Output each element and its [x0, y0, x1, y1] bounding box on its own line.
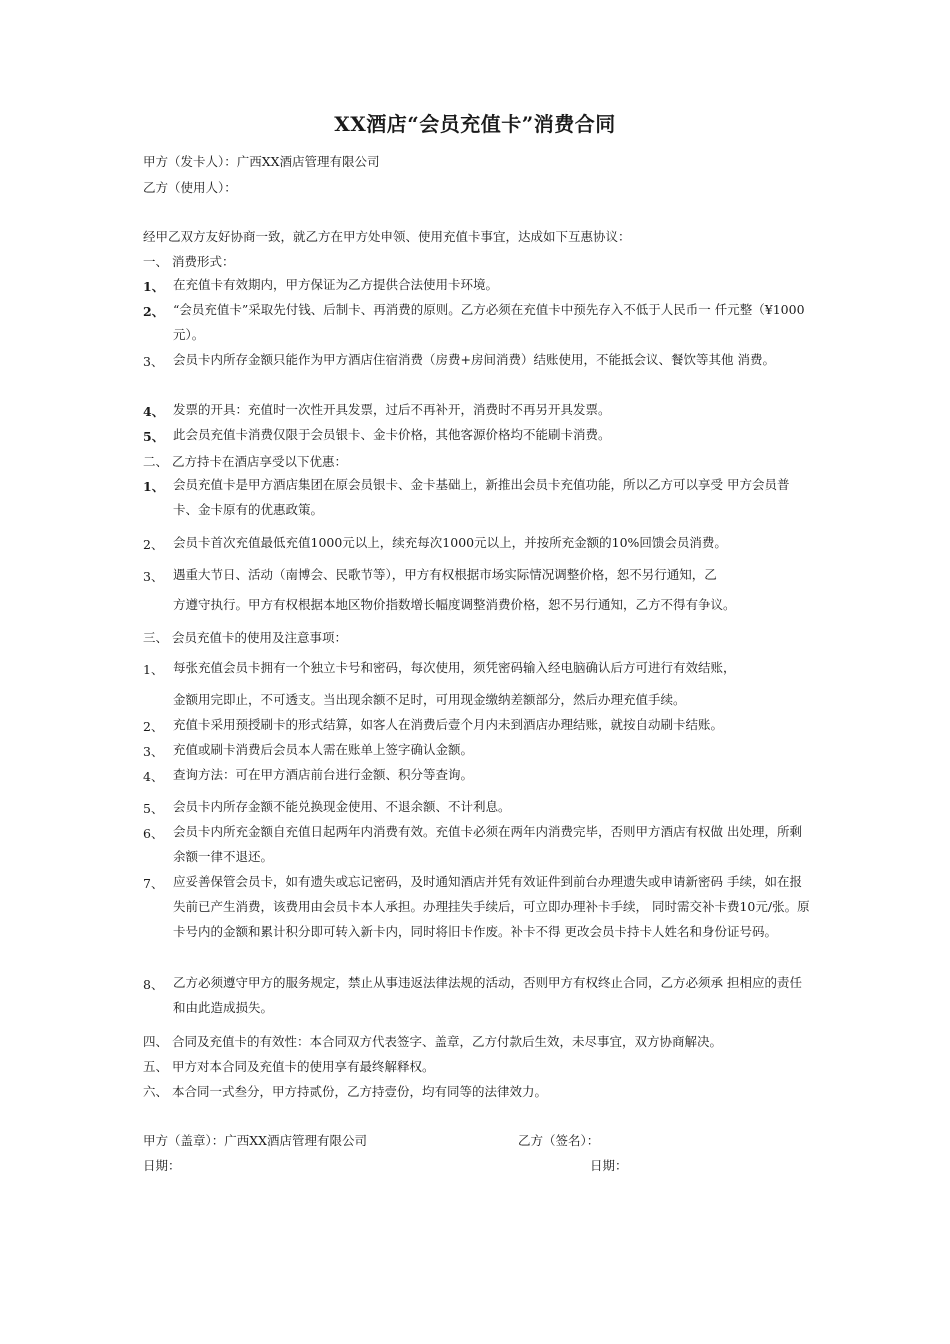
section-3-heading: 三、 会员充值卡的使用及注意事项：	[143, 630, 347, 645]
section-3-item-text: 查询方法：可在甲方酒店前台进行金额、积分等查询。	[173, 767, 474, 782]
section-3-item-text: 会员卡内所充金额自充值日起两年内消费有效。充值卡必须在两年内消费完毕，否则甲方酒店有权做 出处理，所剩余额一律不退还。	[173, 824, 802, 864]
section-1-item-number: 1、	[143, 279, 165, 294]
intro-paragraph: 经甲乙双方友好协商一致，就乙方在甲方处申领、使用充值卡事宜，达成如下互惠协议：	[143, 229, 631, 244]
party-a-line: 甲方（发卡人）：广西XX酒店管理有限公司	[143, 154, 380, 169]
section-2-item-text: 遇重大节日、活动（南博会、民歌节等），甲方有权根据市场实际情况调整价格，恕不另行通知，乙	[173, 567, 717, 582]
page-title: XX酒店“会员充值卡”消费合同	[334, 112, 616, 136]
section-3-item-number: 3、	[143, 744, 164, 759]
party-b-line: 乙方（使用人）：	[143, 180, 237, 195]
section-1-item-number: 5、	[143, 429, 165, 444]
section-3-item-text: 充值或刷卡消费后会员本人需在账单上签字确认金额。	[173, 742, 474, 757]
signature-party-a: 甲方（盖章）：广西XX酒店管理有限公司	[143, 1133, 368, 1148]
section-3-item-text: 乙方必须遵守甲方的服务规定，禁止从事违返法律法规的活动，否则甲方有权终止合同，乙方必须承 担相应的责任和由此造成损失。	[173, 975, 802, 1015]
section-1-item-text: 发票的开具：充值时一次性开具发票，过后不再补开，消费时不再另开具发票。	[173, 402, 611, 417]
section-3-item-number: 7、	[143, 876, 164, 891]
section-3-item-number: 5、	[143, 801, 164, 816]
section-1-item-text: 此会员充值卡消费仅限于会员银卡、金卡价格，其他客源价格均不能刷卡消费。	[173, 427, 611, 442]
section-3-item-text: 金额用完即止，不可透支。当出现余额不足时，可用现金缴纳差额部分，然后办理充值手续。	[173, 692, 686, 707]
section-6-line: 六、 本合同一式叁分，甲方持贰份，乙方持壹份，均有同等的法律效力。	[143, 1084, 547, 1099]
section-3-item-text: 充值卡采用预授刷卡的形式结算，如客人在消费后壹个月内未到酒店办理结账，就按自动刷卡结账。	[173, 717, 724, 732]
section-2-item-text: 会员卡首次充值最低充值1000元以上，续充每次1000元以上，并按所充金额的10%回馈会员消费。	[173, 535, 727, 550]
section-1-item-number: 4、	[143, 404, 165, 419]
signature-date-a: 日期：	[143, 1158, 181, 1173]
section-3-item-number: 4、	[143, 769, 164, 784]
signature-party-b: 乙方（签名）：	[518, 1133, 600, 1148]
section-1-heading: 一、 消费形式：	[143, 254, 235, 269]
section-2-item-number: 3、	[143, 569, 164, 584]
section-3-item-number: 1、	[143, 662, 164, 677]
section-1-item-text: “会员充值卡”采取先付钱、后制卡、再消费的原则。乙方必须在充值卡中预先存入不低于人民币一 仟元整（¥1000元）。	[173, 302, 805, 342]
section-3-item-text: 每张充值会员卡拥有一个独立卡号和密码，每次使用，须凭密码输入经电脑确认后方可进行有效结账，	[173, 660, 736, 675]
section-3-item-number: 6、	[143, 826, 164, 841]
section-2-item-number: 2、	[143, 537, 164, 552]
section-3-item-text: 应妥善保管会员卡，如有遗失或忘记密码，及时通知酒店并凭有效证件到前台办理遗失或申请新密码 手续，如在报失前已产生消费，该费用由会员卡本人承担。办理挂失手续后，可立即办理补卡手续， 同时需交补卡费10元/张。原卡号内的金额和累计积分即可转入新卡内，同时将旧卡作废。补卡不得 更改会员卡持卡人姓名和身份证号码。	[173, 874, 810, 939]
section-2-item-number: 1、	[143, 479, 165, 494]
section-3-item-text: 会员卡内所存金额不能兑换现金使用、不退余额、不计利息。	[173, 799, 511, 814]
section-1-item-text: 在充值卡有效期内，甲方保证为乙方提供合法使用卡环境。	[173, 277, 499, 292]
section-2-item-text: 方遵守执行。甲方有权根据本地区物价指数增长幅度调整消费价格，恕不另行通知，乙方不得有争议。	[173, 597, 736, 612]
section-1-item-text: 会员卡内所存金额只能作为甲方酒店住宿消费（房费+房间消费）结账使用，不能抵会议、餐饮等其他 消费。	[173, 352, 775, 367]
section-5-line: 五、 甲方对本合同及充值卡的使用享有最终解释权。	[143, 1059, 435, 1074]
section-1-item-number: 2、	[143, 304, 165, 319]
section-3-item-number: 2、	[143, 719, 164, 734]
signature-date-b: 日期：	[590, 1158, 628, 1173]
section-4-line: 四、 合同及充值卡的有效性：本合同双方代表签字、盖章，乙方付款后生效，未尽事宜，双方协商解决。	[143, 1034, 722, 1049]
section-1-item-number: 3、	[143, 354, 164, 369]
section-2-item-text: 会员充值卡是甲方酒店集团在原会员银卡、金卡基础上，新推出会员卡充值功能，所以乙方可以享受 甲方会员普卡、金卡原有的优惠政策。	[173, 477, 790, 517]
section-3-item-number: 8、	[143, 977, 164, 992]
section-2-heading: 二、 乙方持卡在酒店享受以下优惠：	[143, 454, 347, 469]
